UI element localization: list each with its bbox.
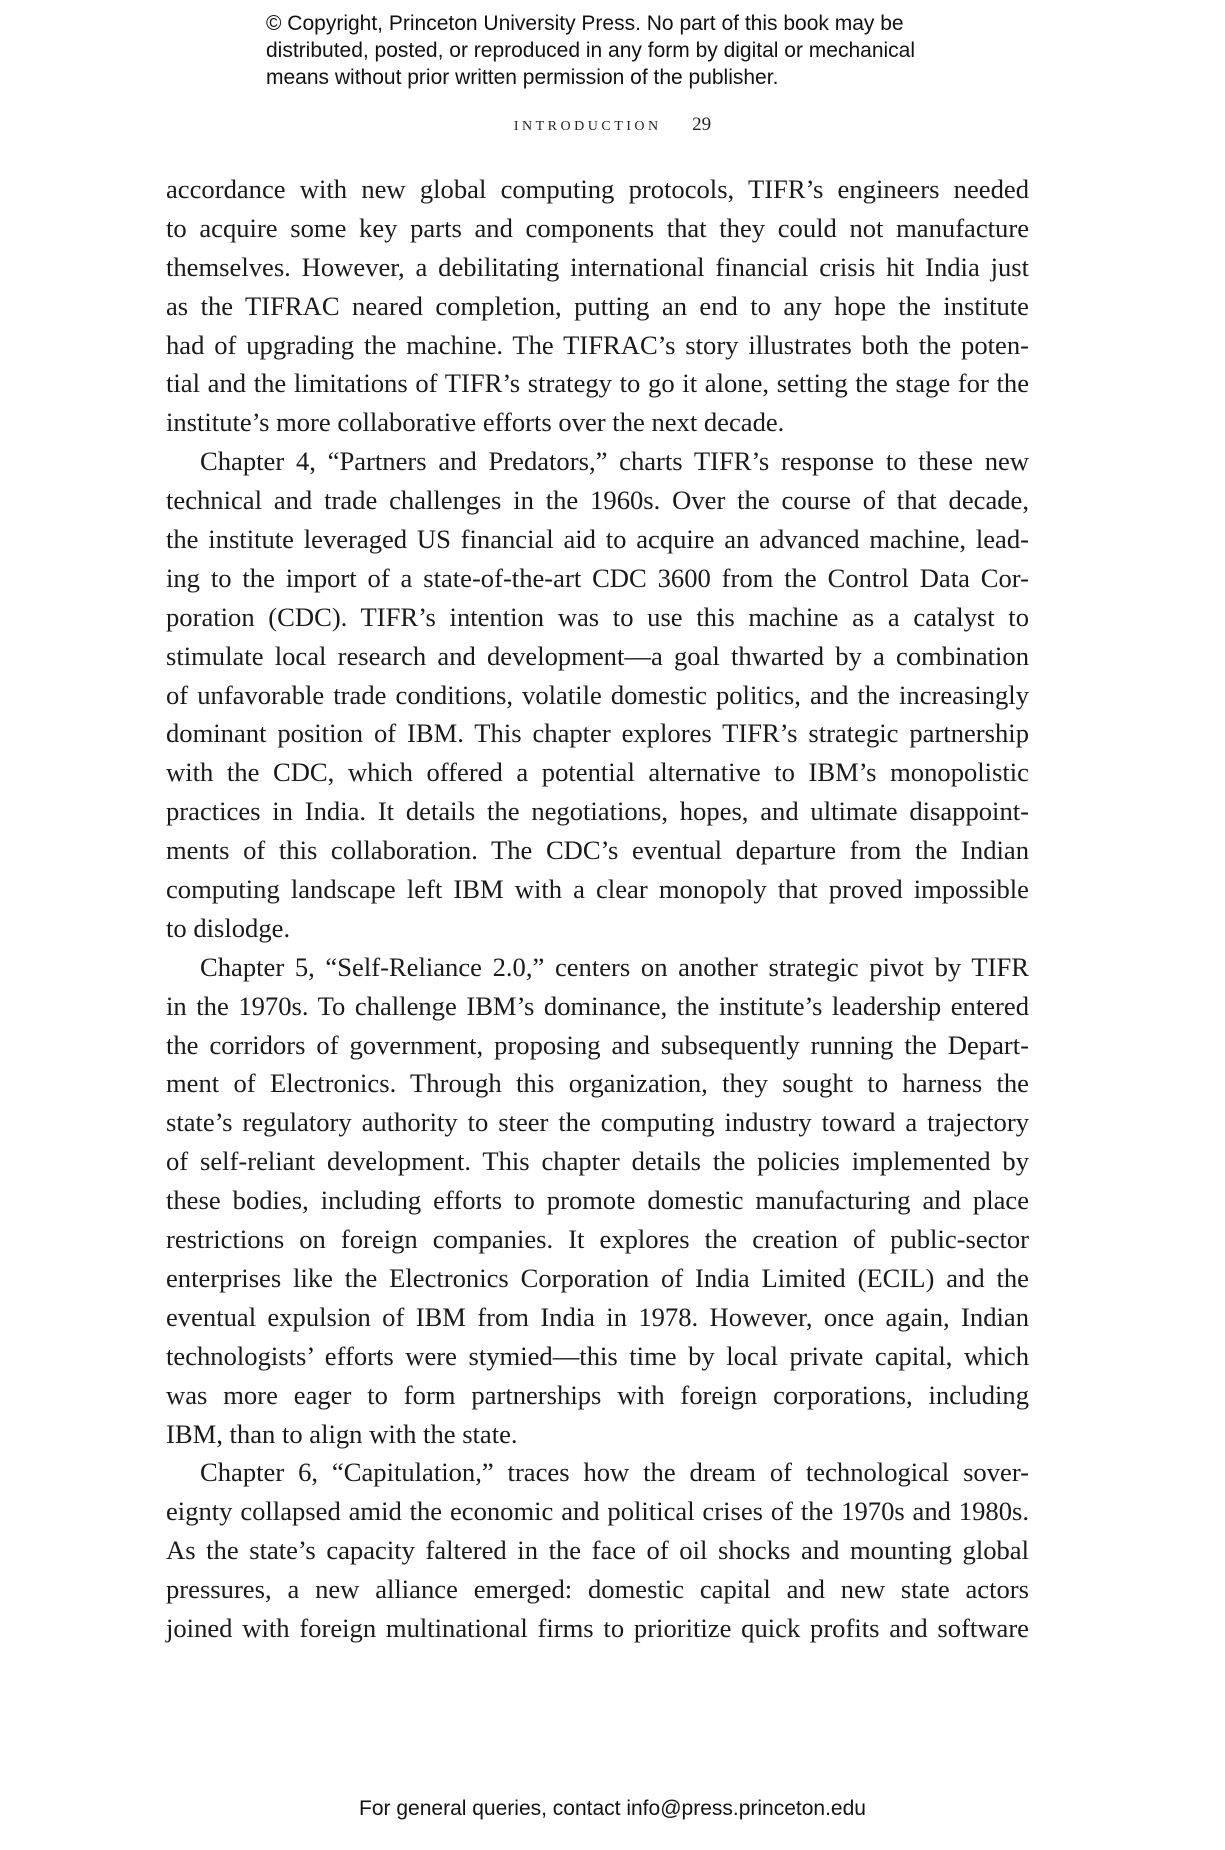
text-line: accordance with new global computing protocols, TIFR’s engineers needed bbox=[166, 174, 1029, 204]
running-head bbox=[0, 113, 1225, 136]
text-line: technical and trade challenges in the 1960s. Over the course of that decade, bbox=[166, 485, 1029, 516]
text-line: eignty collapsed amid the economic and political crises of the 1970s and 1980s. bbox=[166, 1496, 1029, 1527]
text-line: computing landscape left IBM with a clear monopoly that proved impossible bbox=[166, 874, 1029, 905]
text-line: Chapter 4, “Partners and Predators,” charts TIFR’s response to these new bbox=[200, 446, 1029, 477]
text-line: restrictions on foreign companies. It explores the creation of public-sector bbox=[166, 1224, 1029, 1255]
text-line: pressures, a new alliance emerged: domestic capital and new state actors bbox=[166, 1574, 1029, 1605]
text-line: the corridors of government, proposing and subsequently running the Depart- bbox=[166, 1029, 1029, 1060]
copyright-line: distributed, posted, or reproduced in any form by digital or mechanical bbox=[266, 39, 916, 62]
text-line: in the 1970s. To challenge IBM’s dominance, the institute’s leadership entered bbox=[166, 990, 1029, 1021]
text-line: these bodies, including efforts to promote domestic manufacturing and place bbox=[166, 1185, 1029, 1216]
text-line: technologists’ efforts were stymied—this time by local private capital, which bbox=[166, 1340, 1029, 1371]
body-text bbox=[166, 170, 1029, 1648]
text-line: dominant position of IBM. This chapter explores TIFR’s strategic partnership bbox=[166, 718, 1029, 749]
text-line: themselves. However, a debilitating international financial crisis hit India just bbox=[166, 251, 1029, 282]
text-line: ments of this collaboration. The CDC’s eventual departure from the Indian bbox=[166, 835, 1029, 866]
page-number: 29 bbox=[692, 114, 712, 135]
text-line: institute’s more collaborative efforts over the next decade. bbox=[166, 407, 785, 438]
text-line: ment of Electronics. Through this organization, they sought to harness the bbox=[166, 1068, 1029, 1099]
text-line: As the state’s capacity faltered in the face of oil shocks and mounting global bbox=[166, 1535, 1029, 1566]
copyright-line: means without prior written permission of the publisher. bbox=[266, 66, 779, 89]
text-line: to dislodge. bbox=[166, 912, 291, 943]
text-line: Chapter 6, “Capitulation,” traces how the dream of technological sover- bbox=[200, 1457, 1029, 1488]
text-line: enterprises like the Electronics Corporation of India Limited (ECIL) and the bbox=[166, 1262, 1029, 1293]
text-line: poration (CDC). TIFR’s intention was to use this machine as a catalyst to bbox=[166, 601, 1029, 632]
text-line: had of upgrading the machine. The TIFRAC’s story illustrates both the poten- bbox=[166, 329, 1029, 360]
text-line: was more eager to form partnerships with foreign corporations, including bbox=[166, 1379, 1029, 1410]
section-title: introduction bbox=[513, 113, 662, 135]
text-line: the institute leveraged US financial aid to acquire an advanced machine, lead- bbox=[166, 524, 1029, 555]
text-line: IBM, than to align with the state. bbox=[166, 1418, 518, 1449]
text-line: as the TIFRAC neared completion, putting an end to any hope the institute bbox=[166, 290, 1029, 321]
text-line: tial and the limitations of TIFR’s strategy to go it alone, setting the stage for the bbox=[166, 368, 1029, 399]
text-line: ing to the import of a state-of-the-art CDC 3600 from the Control Data Cor- bbox=[166, 562, 1029, 593]
footer-contact: For general queries, contact info@press.princeton.edu bbox=[359, 1797, 866, 1820]
copyright-line: © Copyright, Princeton University Press. No part of this book may be bbox=[266, 12, 904, 35]
text-line: of self-reliant development. This chapter details the policies implemented by bbox=[166, 1146, 1029, 1177]
copyright-notice bbox=[266, 10, 1026, 91]
text-line: practices in India. It details the negotiations, hopes, and ultimate disappoint- bbox=[166, 796, 1029, 827]
text-line: state’s regulatory authority to steer the computing industry toward a trajectory bbox=[166, 1107, 1029, 1138]
text-line: Chapter 5, “Self-Reliance 2.0,” centers on another strategic pivot by TIFR bbox=[200, 951, 1029, 982]
text-line: joined with foreign multinational firms to prioritize quick profits and software bbox=[166, 1612, 1029, 1643]
text-line: eventual expulsion of IBM from India in 1978. However, once again, Indian bbox=[166, 1301, 1029, 1332]
text-line: of unfavorable trade conditions, volatile domestic politics, and the increasingly bbox=[166, 679, 1029, 710]
text-line: to acquire some key parts and components that they could not manufacture bbox=[166, 212, 1029, 243]
text-line: with the CDC, which offered a potential alternative to IBM’s monopolistic bbox=[166, 757, 1029, 788]
text-line: stimulate local research and development—a goal thwarted by a combination bbox=[166, 640, 1029, 671]
